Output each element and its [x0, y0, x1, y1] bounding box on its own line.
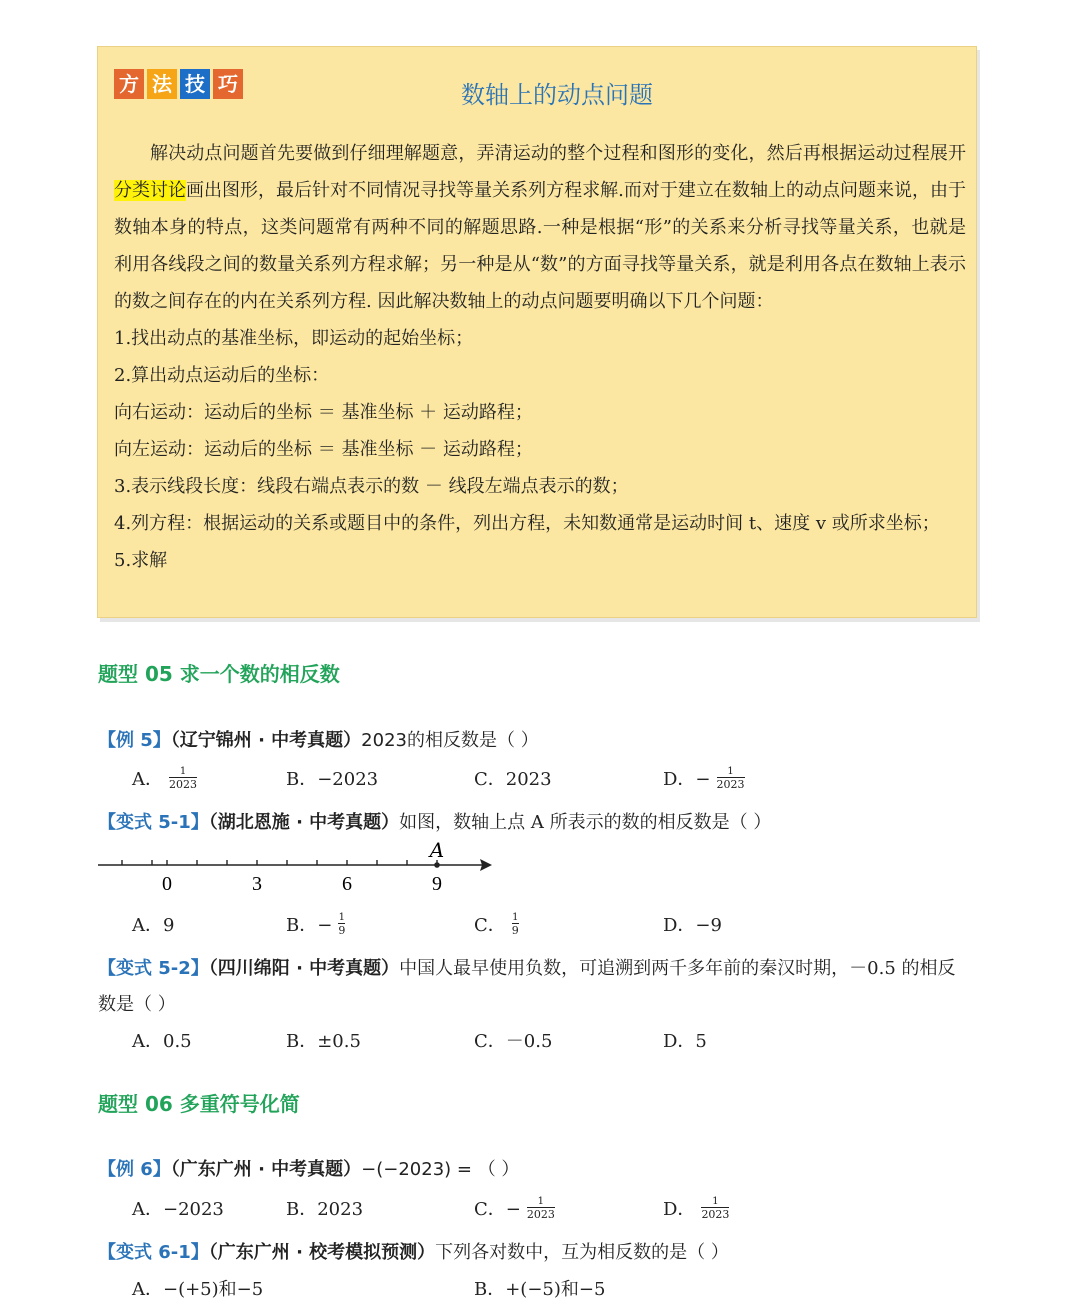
option-a[interactable]: A．−2023	[132, 1199, 224, 1220]
axis-label-9: 9	[432, 873, 442, 895]
question-tag: 【变式 5-1】	[98, 812, 209, 833]
badge-char-2: 法	[147, 69, 177, 99]
badge-char-1: 方	[114, 69, 144, 99]
point-a-label: A	[429, 840, 445, 862]
question-source: （辽宁锦州 · 中考真题）	[170, 730, 362, 751]
number-line-figure	[96, 840, 506, 900]
option-d[interactable]: D． $\frac{1}{2023}$	[663, 1195, 730, 1221]
tips-step-right: 向右运动：运动后的坐标 ＝ 基准坐标 ＋ 运动路程；	[114, 402, 533, 423]
option-b[interactable]: B．+(−5)和−5	[474, 1279, 606, 1300]
highlighted-text: 分类讨论	[114, 180, 187, 201]
question-stem: 2023的相反数是（ ）	[361, 730, 539, 751]
variant-6-1-question	[98, 1238, 729, 1264]
option-a[interactable]: A．9	[132, 915, 175, 936]
question-stem: 中国人最早使用负数，可追溯到两千多年前的秦汉时期，－0.5 的相反	[399, 958, 956, 979]
example-5-question	[98, 726, 539, 752]
section-title-06: 题型 06 多重符号化简	[98, 1092, 300, 1116]
option-b[interactable]: B．±0.5	[286, 1031, 361, 1052]
option-a[interactable]: A． $\frac{1}{2023}$	[132, 765, 197, 791]
fraction: $\frac{1}{2023}$	[701, 1195, 730, 1221]
question-tag: 【例 5】	[98, 730, 171, 751]
option-a[interactable]: A．−(+5)和−5	[132, 1279, 264, 1300]
variant-5-2-question	[98, 954, 956, 980]
option-b[interactable]: B．2023	[286, 1199, 364, 1220]
tips-step-5: 5.求解	[114, 550, 168, 571]
question-source: （广东广州 · 中考真题）	[170, 1159, 362, 1180]
question-tag: 【变式 5-2】	[98, 958, 209, 979]
option-a[interactable]: A．0.5	[132, 1031, 192, 1052]
question-tag: 【例 6】	[98, 1159, 171, 1180]
variant-6-1-options	[132, 1268, 992, 1308]
option-c[interactable]: C．− $\frac{1}{2023}$	[474, 1195, 555, 1221]
option-b[interactable]: B．− $\frac{1}{9}$	[286, 911, 346, 937]
tips-step-4: 4.列方程：根据运动的关系或题目中的条件，列出方程，未知数通常是运动时间 t、速度 v 或所求坐标；	[114, 513, 940, 534]
fraction: $\frac{1}{2023}$	[716, 765, 745, 791]
tips-title: 数轴上的动点问题	[461, 81, 653, 109]
variant-5-2-question-cont: 数是（ ）	[98, 994, 176, 1015]
option-d[interactable]: D．− $\frac{1}{2023}$	[663, 765, 745, 791]
question-stem: −(−2023) = （ ）	[361, 1159, 520, 1180]
tips-step-2: 2.算出动点运动后的坐标：	[114, 365, 330, 386]
variant-5-1-options	[132, 904, 992, 944]
badge-char-4: 巧	[213, 69, 243, 99]
axis-label-6: 6	[342, 873, 352, 895]
tips-body	[114, 135, 966, 579]
question-stem: 如图，数轴上点 A 所表示的数的相反数是（ ）	[399, 812, 772, 833]
option-c[interactable]: C． $\frac{1}{9}$	[474, 911, 519, 937]
fraction: $\frac{1}{9}$	[511, 911, 519, 937]
example-6-options	[132, 1188, 992, 1228]
example-6-question	[98, 1155, 519, 1181]
tips-step-3: 3.表示线段长度：线段右端点表示的数 － 线段左端点表示的数；	[114, 476, 629, 497]
fraction: $\frac{1}{9}$	[338, 911, 346, 937]
variant-5-1-question	[98, 808, 771, 834]
tips-step-left: 向左运动：运动后的坐标 ＝ 基准坐标 － 运动路程；	[114, 439, 533, 460]
question-stem: 下列各对数中，互为相反数的是（ ）	[435, 1242, 729, 1263]
question-source: （湖北恩施 · 中考真题）	[208, 812, 400, 833]
question-source: （广东广州 · 校考模拟预测）	[208, 1242, 436, 1263]
option-d[interactable]: D．5	[663, 1031, 707, 1052]
section-title-05: 题型 05 求一个数的相反数	[98, 662, 340, 686]
method-tips-box	[97, 46, 977, 618]
option-b[interactable]: B．−2023	[286, 769, 379, 790]
question-tag: 【变式 6-1】	[98, 1242, 209, 1263]
tips-step-1: 1.找出动点的基准坐标，即运动的起始坐标；	[114, 328, 474, 349]
option-c[interactable]: C．2023	[474, 769, 552, 790]
fraction: $\frac{1}{2023}$	[526, 1195, 555, 1221]
question-source: （四川绵阳 · 中考真题）	[208, 958, 400, 979]
badge-char-3: 技	[180, 69, 210, 99]
variant-5-2-options	[132, 1020, 992, 1060]
option-c[interactable]: C．－0.5	[474, 1031, 553, 1052]
point-a-dot	[434, 862, 440, 868]
axis-label-0: 0	[162, 873, 172, 895]
example-5-options	[132, 758, 992, 798]
fraction: $\frac{1}{2023}$	[169, 765, 197, 791]
option-d[interactable]: D．−9	[663, 915, 722, 936]
axis-label-3: 3	[252, 873, 262, 895]
tips-paragraph: 解决动点问题首先要做到仔细理解题意，弄清运动的整个过程和图形的变化，然后再根据运动过程展开分类讨论画出图形，最后针对不同情况寻找等量关系列方程求解.而对于建立在数轴上的动点问题来说，由于数轴本身的特点，这类问题常有两种不同的解题思路.一种是根据“形”的关系来分析寻找等量关系，也就是利用各线段之间的数量关系列方程求解；另一种是从“数”的方面寻找等量关系，就是利用各点在数轴上表示的数之间存在的内在关系列方程. 因此解决数轴上的动点问题要明确以下几个问题：	[114, 143, 967, 312]
